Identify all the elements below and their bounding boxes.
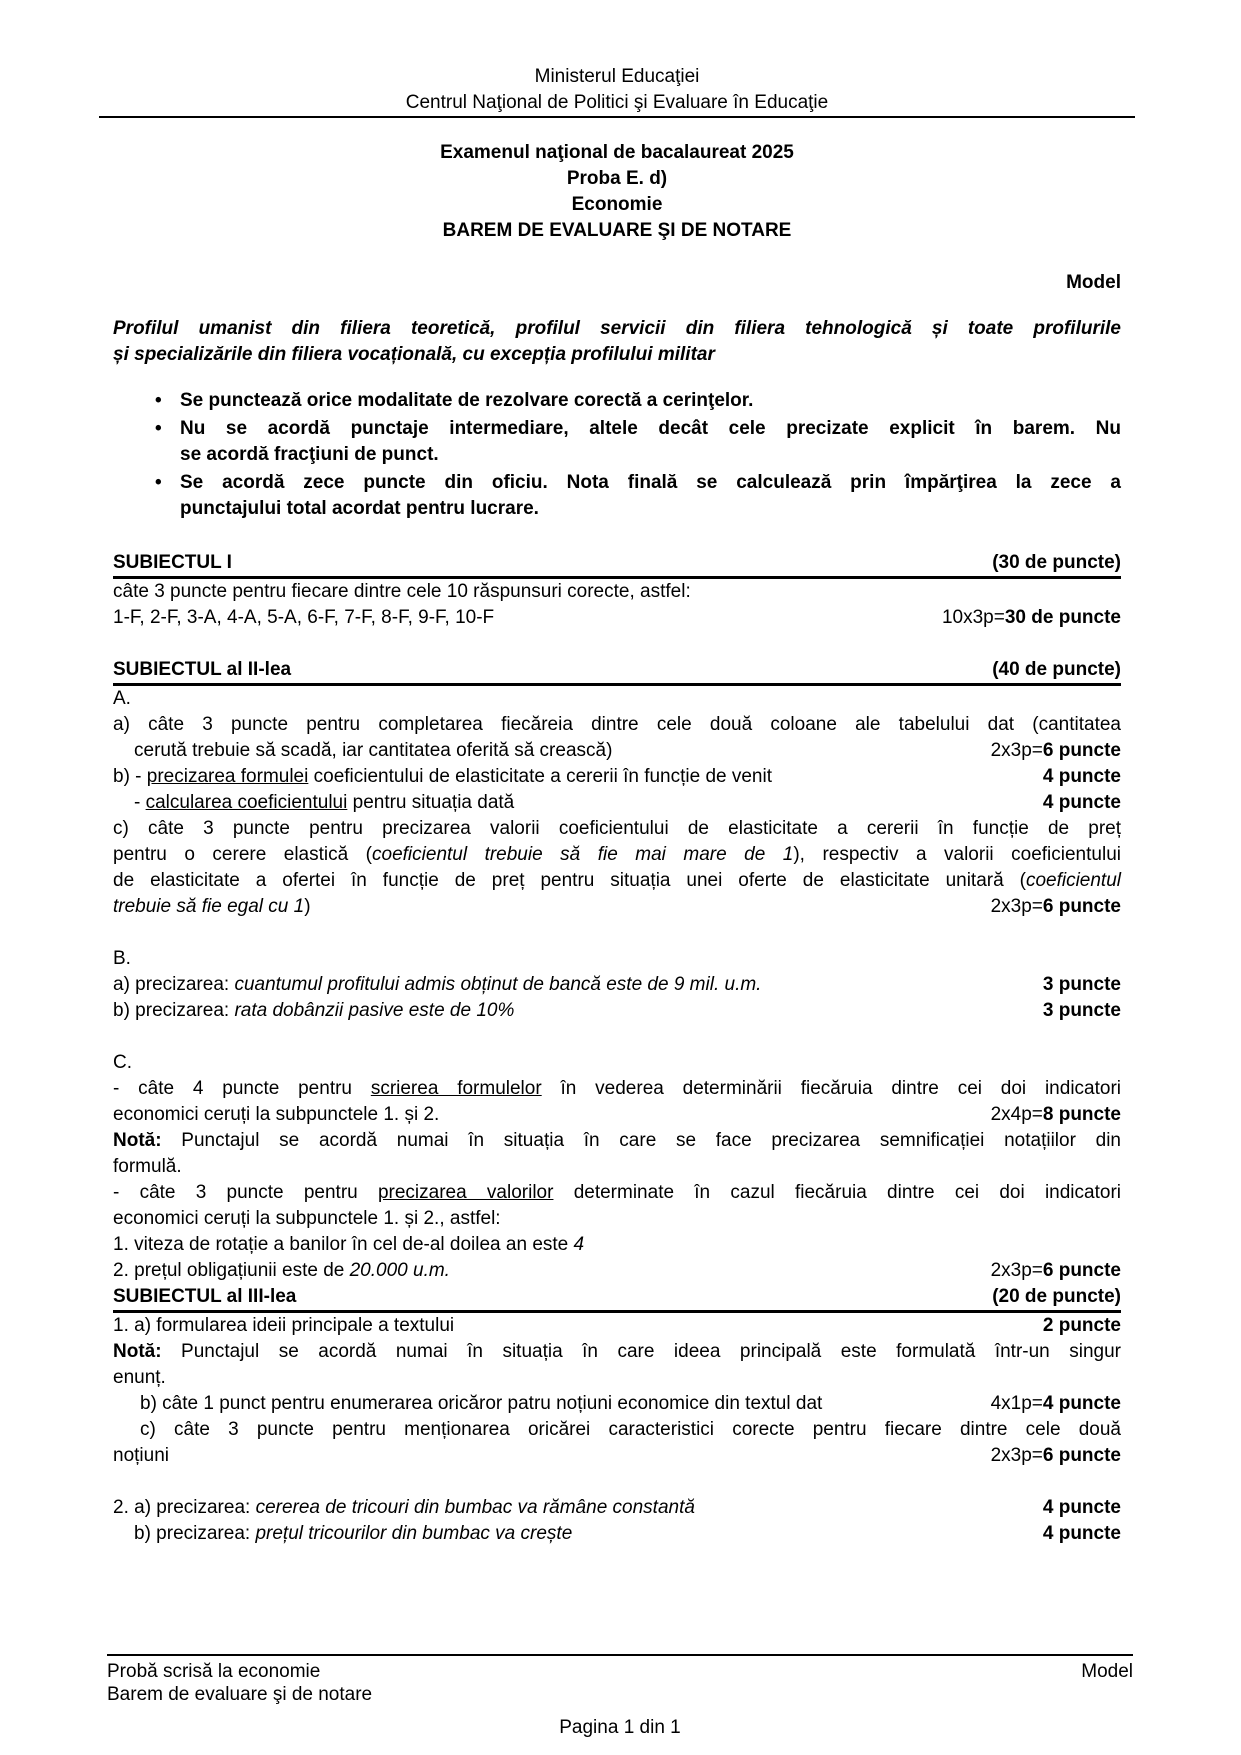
text-segment: BAREM DE EVALUARE ŞI DE NOTARE (442, 220, 792, 241)
line-text (113, 686, 131, 712)
text-segment: b) precizarea: (134, 1523, 256, 1544)
text-segment: 2. prețul obligațiunii este de (113, 1260, 350, 1281)
line-text (440, 140, 794, 166)
text-segment: b) - (113, 766, 147, 787)
text-segment: c) câte 3 puncte pentru precizarea valorii coeficientului de elasticitate a cererii în funcție de preț (113, 818, 1121, 839)
text-segment: 10x3p= (941, 607, 1005, 628)
text-segment: ), respectiv a valorii coeficientului (793, 844, 1121, 865)
points-value (1033, 1313, 1121, 1339)
text-line (113, 972, 1121, 998)
line-text (140, 1417, 1121, 1443)
text-line (113, 1102, 1121, 1128)
text-line (113, 1128, 1121, 1154)
points-value (982, 550, 1121, 576)
bullet-icon: • (155, 418, 162, 439)
page-number: Pagina 1 din 1 (559, 1717, 681, 1738)
points-value (1033, 1495, 1121, 1521)
points-value (1033, 972, 1121, 998)
text-line (113, 1443, 1121, 1469)
text-segment: cerută trebuie să scadă, iar cantitatea oferită să crească) (134, 740, 613, 761)
text-line (113, 894, 1121, 920)
text-line (113, 1154, 1121, 1180)
text-line (113, 1313, 1121, 1339)
line-text (113, 1258, 450, 1284)
points-value (981, 894, 1121, 920)
text-segment: Profilul umanist din filiera teoretică, profilul servicii din filiera tehnologică și toate profilurile (113, 318, 1121, 339)
text-line (113, 1495, 1121, 1521)
text-segment: 6 puncte (1042, 1445, 1121, 1466)
text-line (113, 998, 1121, 1024)
line-text (113, 1128, 1121, 1154)
text-line (113, 496, 1121, 522)
text-line (113, 1258, 1121, 1284)
text-segment: formulă. (113, 1156, 182, 1177)
text-segment: câte 3 puncte pentru fiecare dintre cele 10 răspunsuri corecte, astfel: (113, 581, 691, 602)
text-line (113, 1050, 1121, 1076)
text-segment: b) câte 1 punct pentru enumerarea oricăror patru noțiuni economice din textul dat (140, 1393, 823, 1414)
text-segment: punctajului total acordat pentru lucrare. (180, 498, 539, 519)
text-segment: (30 de puncte) (992, 552, 1121, 573)
text-segment: - (134, 792, 146, 813)
points-value (981, 1391, 1121, 1417)
text-segment: C. (113, 1052, 132, 1073)
line-text (113, 550, 232, 576)
line-text (140, 1391, 822, 1417)
text-line (113, 946, 1121, 972)
text-segment: 2x4p= (990, 1104, 1043, 1125)
footer-barem-label: Barem de evaluare şi de notare (107, 1684, 373, 1705)
text-segment: 2 puncte (1042, 1315, 1121, 1336)
text-segment: Nu se acordă punctaje intermediare, altele decât cele precizate explicit în barem. Nu (180, 418, 1121, 439)
text-line (113, 868, 1121, 894)
line-text (180, 470, 1121, 496)
section-heading (113, 550, 1121, 579)
text-segment: coeficientul (1025, 870, 1121, 891)
text-segment: a) câte 3 puncte pentru completarea fiecăreia dintre cele două coloane ale tabelului dat (cantitatea (113, 714, 1121, 735)
line-text (113, 764, 772, 790)
line-text (180, 416, 1121, 442)
text-line (113, 1076, 1121, 1102)
text-segment: 4 puncte (1042, 1393, 1121, 1414)
line-text (113, 972, 761, 998)
text-segment: determinate în cazul fiecăruia dintre cei doi indicatori (553, 1182, 1121, 1203)
text-segment: B. (113, 948, 131, 969)
text-segment: 2x3p= (990, 896, 1043, 917)
text-segment: Examenul naţional de bacalaureat 2025 (440, 142, 794, 163)
line-text (113, 712, 1121, 738)
points-value (981, 1258, 1121, 1284)
text-segment: enunț. (113, 1367, 166, 1388)
text-segment: 30 de puncte (1004, 607, 1121, 628)
text-segment: ) (304, 896, 311, 917)
text-segment: calcularea coeficientului (145, 792, 348, 813)
text-segment: A. (113, 688, 131, 709)
text-segment: rata dobânzii pasive este de 10% (234, 1000, 515, 1021)
text-line (113, 270, 1121, 296)
text-segment: coeficientului de elasticitate a cererii în funcție de venit (308, 766, 773, 787)
text-segment: precizarea valorilor (377, 1182, 554, 1203)
line-text (113, 1154, 182, 1180)
text-segment: cuantumul profitului admis obținut de bancă este de 9 mil. u.m. (234, 974, 762, 995)
text-segment: - câte 4 puncte pentru (113, 1078, 371, 1099)
text-segment: Se punctează orice modalitate de rezolvare corectă a cerinţelor. (180, 390, 754, 411)
line-text (113, 1495, 695, 1521)
text-segment: și specializările din filiera vocațională, cu excepția profilului militar (113, 344, 715, 365)
text-line (113, 166, 1121, 192)
text-segment: 6 puncte (1042, 896, 1121, 917)
text-segment: b) precizarea: (113, 1000, 235, 1021)
bullet-icon: • (155, 390, 162, 411)
text-segment: cererea de tricouri din bumbac va rămâne constantă (255, 1497, 695, 1518)
line-text (113, 1180, 1121, 1206)
text-segment: pentru situația dată (347, 792, 515, 813)
text-line (113, 816, 1121, 842)
text-line (113, 842, 1121, 868)
document-body (113, 140, 1121, 1547)
text-segment: 3 puncte (1042, 1000, 1121, 1021)
text-segment: 4 puncte (1042, 1523, 1121, 1544)
line-text (113, 1365, 166, 1391)
text-segment: Notă: (113, 1130, 162, 1151)
text-segment: 4 puncte (1042, 766, 1121, 787)
points-value (1033, 1521, 1121, 1547)
line-text (113, 1313, 454, 1339)
text-segment: 6 puncte (1042, 1260, 1121, 1281)
line-text (1066, 270, 1121, 296)
line-text (113, 946, 131, 972)
line-text (113, 894, 311, 920)
line-text (113, 1102, 439, 1128)
points-value (981, 1443, 1121, 1469)
text-line (113, 1417, 1121, 1443)
line-text (443, 218, 792, 244)
text-line (113, 712, 1121, 738)
points-value (981, 738, 1121, 764)
points-value (982, 657, 1121, 683)
text-line (113, 192, 1121, 218)
bullet-item (113, 416, 1121, 442)
text-line (113, 764, 1121, 790)
text-segment: 8 puncte (1042, 1104, 1121, 1125)
text-line (113, 686, 1121, 712)
text-segment: 2x3p= (990, 1260, 1043, 1281)
text-line (113, 342, 1121, 368)
points-value (982, 1284, 1121, 1310)
text-segment: în vederea determinării fiecăruia dintre cei doi indicatori (541, 1078, 1122, 1099)
text-line (113, 218, 1121, 244)
text-segment: se acordă fracţiuni de punct. (180, 444, 439, 465)
text-segment: 1. viteza de rotație a banilor în cel de-al doilea an este (113, 1234, 574, 1255)
bullet-icon: • (155, 472, 162, 493)
line-text (113, 1339, 1121, 1365)
line-text (113, 657, 291, 683)
center-name: Centrul Naţional de Politici şi Evaluare în Educaţie (405, 92, 829, 113)
text-line (113, 790, 1121, 816)
line-text (113, 342, 715, 368)
text-segment: pentru o cerere elastică ( (113, 844, 373, 865)
text-segment: noțiuni (113, 1445, 169, 1466)
text-segment: Punctajul se acordă numai în situația în care ideea principală este formulată într-un singur (161, 1341, 1121, 1362)
footer-model-label: Model (1081, 1661, 1133, 1682)
text-segment: coeficientul trebuie să fie mai mare de 1 (372, 844, 794, 865)
document-content (113, 64, 1121, 1547)
line-text (134, 1521, 572, 1547)
text-segment: SUBIECTUL al II-lea (113, 659, 292, 680)
line-text (113, 1076, 1121, 1102)
text-segment: Economie (571, 194, 663, 215)
text-line (113, 1232, 1121, 1258)
text-line (113, 738, 1121, 764)
text-segment: 1. a) formularea ideii principale a textului (113, 1315, 455, 1336)
line-text (113, 316, 1121, 342)
line-text (572, 192, 663, 218)
text-segment: 3 puncte (1042, 974, 1121, 995)
section-heading (113, 1284, 1121, 1313)
footer-exam-label: Probă scrisă la economie (107, 1661, 321, 1682)
text-line (113, 1521, 1121, 1547)
text-segment: precizarea formulei (146, 766, 309, 787)
text-segment: a) precizarea: (113, 974, 235, 995)
text-segment: 4 puncte (1042, 1497, 1121, 1518)
text-segment: 1-F, 2-F, 3-A, 4-A, 5-A, 6-F, 7-F, 8-F, 9-F, 10-F (113, 607, 495, 628)
line-text (134, 790, 514, 816)
line-text (113, 579, 691, 605)
line-text (113, 605, 494, 631)
text-segment: Se acordă zece puncte din oficiu. Nota finală se calculează prin împărţirea la zece a (180, 472, 1121, 493)
line-text (113, 842, 1121, 868)
text-segment: c) câte 3 puncte pentru menționarea oricărei caracteristici corecte pentru fiecare dintre cele două (140, 1419, 1121, 1440)
line-text (113, 1206, 501, 1232)
text-segment: Model (1066, 272, 1121, 293)
text-segment: 4 puncte (1042, 792, 1121, 813)
text-segment: prețul tricourilor din bumbac va crește (255, 1523, 573, 1544)
points-value (981, 1102, 1121, 1128)
section-heading (113, 657, 1121, 686)
line-text (113, 868, 1121, 894)
line-text (113, 816, 1121, 842)
text-segment: 4 (573, 1234, 585, 1255)
text-line (113, 316, 1121, 342)
line-text (113, 1284, 296, 1310)
text-segment: 2. a) precizarea: (113, 1497, 256, 1518)
text-segment: trebuie să fie egal cu 1 (113, 896, 305, 917)
points-value (1033, 998, 1121, 1024)
text-segment: SUBIECTUL I (113, 552, 232, 573)
points-value (1033, 790, 1121, 816)
text-segment: 4x1p= (990, 1393, 1043, 1414)
text-segment: SUBIECTUL al III-lea (113, 1286, 297, 1307)
text-segment: economici ceruți la subpunctele 1. și 2., astfel: (113, 1208, 501, 1229)
text-segment: scrierea formulelor (370, 1078, 542, 1099)
text-segment: (40 de puncte) (992, 659, 1121, 680)
ministry-name: Ministerul Educaţiei (534, 66, 700, 87)
text-segment: 6 puncte (1042, 740, 1121, 761)
text-line (113, 605, 1121, 631)
text-line (113, 1180, 1121, 1206)
page-footer (107, 1654, 1133, 1739)
line-text (567, 166, 667, 192)
text-line (113, 442, 1121, 468)
text-segment: (20 de puncte) (992, 1286, 1121, 1307)
text-segment: Punctajul se acordă numai în situația în care se face precizarea semnificației notațiilor din (161, 1130, 1121, 1151)
points-value (932, 605, 1121, 631)
text-line (113, 1391, 1121, 1417)
text-segment: 2x3p= (990, 740, 1043, 761)
text-line (113, 579, 1121, 605)
bullet-item (113, 388, 1121, 414)
text-segment: 2x3p= (990, 1445, 1043, 1466)
text-segment: Proba E. d) (566, 168, 668, 189)
text-line (113, 1206, 1121, 1232)
line-text (113, 998, 514, 1024)
line-text (113, 1443, 169, 1469)
text-segment: - câte 3 puncte pentru (113, 1182, 378, 1203)
footer-row (107, 1660, 1133, 1683)
bullet-item (113, 470, 1121, 496)
points-value (1033, 764, 1121, 790)
line-text (180, 442, 439, 468)
line-text (113, 1050, 132, 1076)
text-segment: Notă: (113, 1341, 162, 1362)
line-text (113, 1232, 584, 1258)
ministry-header (99, 64, 1135, 118)
text-segment: de elasticitate a ofertei în funcție de preț pentru situația unei oferte de elasticitate unitară ( (113, 870, 1026, 891)
line-text (180, 496, 539, 522)
line-text (134, 738, 612, 764)
text-line (113, 1365, 1121, 1391)
text-line (113, 140, 1121, 166)
line-text (180, 388, 753, 414)
text-line (113, 1339, 1121, 1365)
text-segment: economici ceruți la subpunctele 1. și 2. (113, 1104, 440, 1125)
text-segment: 20.000 u.m. (349, 1260, 450, 1281)
